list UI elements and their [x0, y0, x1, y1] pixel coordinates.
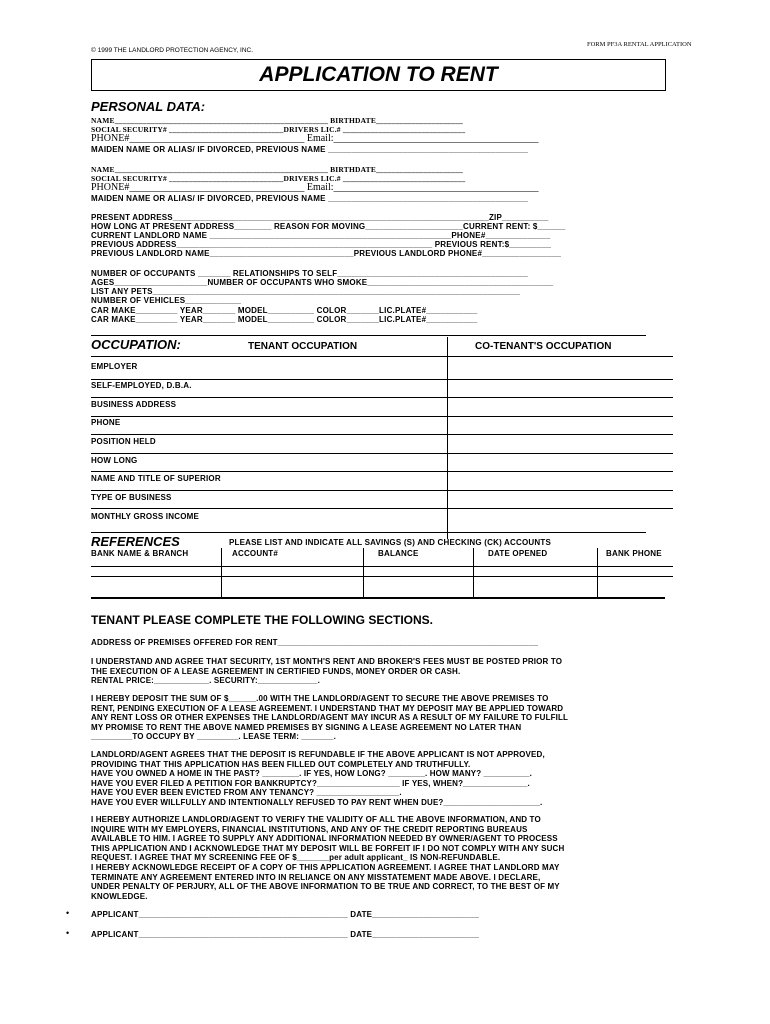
superior-line[interactable] [91, 490, 673, 491]
deposit-line-2: RENT, PENDING EXECUTION OF A LEASE AGREEMENT. I UNDERSTAND THAT MY DEPOSIT MAY BE APPLIED TOWARD [91, 703, 564, 713]
applicant-signature-2[interactable]: APPLICANT_____________________________________________ DATE_______________________ [91, 930, 480, 939]
income-label: MONTHLY GROSS INCOME [91, 512, 200, 521]
superior-label: NAME AND TITLE OF SUPERIOR [91, 474, 221, 483]
occupants-field[interactable]: NUMBER OF OCCUPANTS _______ RELATIONSHIPS TO SELF_________________________________________ [91, 269, 528, 278]
account-header: ACCOUNT# [232, 549, 279, 558]
references-top-rule [91, 532, 646, 533]
ref-row-line-2[interactable] [91, 576, 673, 577]
security-line-1: I UNDERSTAND AND AGREE THAT SECURITY, 1ST MONTH'S RENT AND BROKER'S FEES MUST BE POSTED PRIOR TO [91, 657, 563, 666]
position-held-line[interactable] [91, 453, 673, 454]
how-long-label: HOW LONG [91, 456, 138, 465]
bankruptcy-line[interactable]: HAVE YOU EVER FILED A PETITION FOR BANKRUPTCY?__________________ IF YES, WHEN?______________. [91, 778, 530, 788]
applicant1-phone-field[interactable]: PHONE#___________________________________ Email:_________________________________________ [91, 133, 539, 144]
ref-row-line-1[interactable] [91, 566, 673, 567]
how-long-line[interactable] [91, 471, 673, 472]
auth-line-4: THIS APPLICATION AND I ACKNOWLEDGE THAT MY DEPOSIT WILL BE FORFEIT IF I DO NOT COMPLY WITH ANY SUCH [91, 843, 565, 853]
page-title: APPLICATION TO RENT [259, 63, 498, 86]
position-held-label: POSITION HELD [91, 437, 156, 446]
vehicles-field[interactable]: NUMBER OF VEHICLES____________ [91, 296, 242, 305]
applicant2-maiden-field[interactable]: MAIDEN NAME OR ALIAS/ IF DIVORCED, PREVIOUS NAME ___________________________________________ [91, 194, 528, 203]
business-type-line[interactable] [91, 508, 673, 509]
pets-field[interactable]: LIST ANY PETS_______________________________________________________________________________ [91, 287, 521, 296]
ref-col-divider-3 [473, 548, 474, 598]
premises-address-field[interactable]: ADDRESS OF PREMISES OFFERED FOR RENT________________________________________________________ [91, 638, 539, 647]
occupation-header-rule [91, 356, 673, 357]
tenant-heading: TENANT PLEASE COMPLETE THE FOLLOWING SECTIONS. [91, 613, 434, 627]
deposit-line-4: MY PROMISE TO RENT THE ABOVE NAMED PREMISES BY SIGNING A LEASE AGREEMENT NO LATER THAN [91, 722, 522, 732]
ref-col-divider-1 [221, 548, 222, 598]
personal-data-heading: PERSONAL DATA: [91, 99, 206, 114]
business-address-line[interactable] [91, 416, 673, 417]
business-address-label: BUSINESS ADDRESS [91, 400, 177, 409]
date-opened-header: DATE OPENED [488, 549, 548, 558]
present-address-field[interactable]: PRESENT ADDRESS____________________________________________________________________ZIP__________ [91, 213, 549, 222]
refund-line-2: PROVIDING THAT THIS APPLICATION HAS BEEN FILLED OUT COMPLETELY AND TRUTHFULLY. [91, 759, 471, 769]
bank-name-header: BANK NAME & BRANCH [91, 549, 189, 558]
applicant1-name-field[interactable]: NAME______________________________________________________ BIRTHDATE______________________ [91, 116, 463, 125]
balance-header: BALANCE [378, 549, 419, 558]
auth-line-8: UNDER PENALTY OF PERJURY, ALL OF THE ABOVE INFORMATION TO BE TRUE AND CORRECT, TO THE BEST OF MY [91, 882, 560, 892]
applicant1-ssn-field[interactable]: SOCIAL SECURITY# _____________________________DRIVERS LIC.# _______________________________ [91, 125, 466, 134]
car1-field[interactable]: CAR MAKE_________ YEAR_______ MODEL__________ COLOR_______LIC.PLATE#___________ [91, 306, 478, 315]
form-id: FORM PF3A RENTAL APPLICATION [587, 41, 692, 48]
title-box [91, 59, 666, 91]
references-instruction: PLEASE LIST AND INDICATE ALL SAVINGS (S) AND CHECKING (CK) ACCOUNTS [229, 538, 551, 547]
auth-line-3: AVAILABLE TO HIM. I AGREE TO SUPPLY ANY ADDITIONAL INFORMATION NEEDED BY OWNER/AGENT TO PROCESS [91, 834, 558, 844]
phone-label: PHONE [91, 418, 121, 427]
how-long-field[interactable]: HOW LONG AT PRESENT ADDRESS________ REASON FOR MOVING_____________________CURRENT RENT: $______ [91, 222, 566, 231]
deposit-line-1[interactable]: I HEREBY DEPOSIT THE SUM OF $______.00 WITH THE LANDLORD/AGENT TO SECURE THE ABOVE PREMISES TO [91, 694, 549, 703]
bullet-2: • [66, 928, 70, 938]
previous-address-field[interactable]: PREVIOUS ADDRESS_______________________________________________________ PREVIOUS RENT:$_________ [91, 240, 552, 249]
deposit-line-3: ANY RENT LOSS OR OTHER EXPENSES THE LANDLORD/AGENT MAY INCUR AS A RESULT OF MY FAILURE TO FULFILL [91, 713, 569, 723]
car2-field[interactable]: CAR MAKE_________ YEAR_______ MODEL__________ COLOR_______LIC.PLATE#___________ [91, 315, 478, 324]
ref-col-divider-4 [597, 548, 598, 598]
security-line-2: THE EXECUTION OF A LEASE AGREEMENT IN CERTIFIED FUNDS, MONEY ORDER OR CASH. [91, 666, 461, 676]
refund-paragraph [91, 750, 681, 808]
deposit-line-5[interactable]: _________TO OCCUPY BY _________. LEASE TERM: _______. [91, 732, 336, 742]
copyright: © 1999 THE LANDLORD PROTECTION AGENCY, INC. [91, 47, 254, 54]
applicant1-maiden-field[interactable]: MAIDEN NAME OR ALIAS/ IF DIVORCED, PREVIOUS NAME ___________________________________________ [91, 145, 528, 154]
owned-home-line[interactable]: HAVE YOU OWNED A HOME IN THE PAST? ________. IF YES, HOW LONG? ________. HOW MANY? __________. [91, 769, 533, 779]
self-employed-line[interactable] [91, 397, 673, 398]
previous-landlord-field[interactable]: PREVIOUS LANDLORD NAME_______________________________PREVIOUS LANDLORD PHONE#_________________ [91, 249, 562, 258]
bullet-1: • [66, 908, 70, 918]
employer-label: EMPLOYER [91, 362, 138, 371]
occupation-heading: OCCUPATION: [91, 337, 181, 352]
current-landlord-field[interactable]: CURRENT LANDLORD NAME ____________________________________________________PHONE#______________ [91, 231, 551, 240]
auth-line-1: I HEREBY AUTHORIZE LANDLORD/AGENT TO VERIFY THE VALIDITY OF ALL THE ABOVE INFORMATION, AND TO [91, 815, 541, 824]
phone-line[interactable] [91, 434, 673, 435]
refund-line-1: LANDLORD/AGENT AGREES THAT THE DEPOSIT IS REFUNDABLE IF THE ABOVE APPLICANT IS NOT APPROVED, [91, 750, 545, 759]
references-heading: REFERENCES [91, 534, 180, 549]
auth-line-9: KNOWLEDGE. [91, 891, 148, 901]
deposit-paragraph [91, 694, 681, 742]
ref-col-divider-2 [363, 548, 364, 598]
business-type-label: TYPE OF BUSINESS [91, 493, 172, 502]
ages-field[interactable]: AGES____________________NUMBER OF OCCUPANTS WHO SMOKE________________________________________ [91, 278, 554, 287]
tenant-occupation-header: TENANT OCCUPATION [248, 341, 358, 352]
ref-bottom-rule [91, 597, 665, 599]
applicant2-name-field[interactable]: NAME______________________________________________________ BIRTHDATE______________________ [91, 165, 463, 174]
self-employed-label: SELF-EMPLOYED, D.B.A. [91, 381, 192, 390]
applicant-signature-1[interactable]: APPLICANT_____________________________________________ DATE_______________________ [91, 910, 480, 919]
security-paragraph [91, 657, 681, 686]
screening-fee-line[interactable]: REQUEST. I AGREE THAT MY SCREENING FEE OF $_______per adult applicant_ IS NON-REFUNDABLE. [91, 853, 501, 863]
authorization-paragraph [91, 815, 681, 901]
employer-line[interactable] [91, 379, 673, 380]
refused-rent-line[interactable]: HAVE YOU EVER WILLFULLY AND INTENTIONALLY REFUSED TO PAY RENT WHEN DUE?_____________________. [91, 797, 543, 807]
bank-phone-header: BANK PHONE [606, 549, 662, 558]
auth-line-2: INQUIRE WITH MY EMPLOYERS, FINANCIAL INSTITUTIONS, AND ANY OF THE CREDIT REPORTING BUREAUS [91, 824, 528, 834]
applicant2-ssn-field[interactable]: SOCIAL SECURITY# _____________________________DRIVERS LIC.# _______________________________ [91, 174, 466, 183]
cotenant-occupation-header: CO-TENANT'S OCCUPATION [475, 341, 612, 352]
occupation-top-rule [91, 335, 646, 336]
auth-line-6: I HEREBY ACKNOWLEDGE RECEIPT OF A COPY OF THIS APPLICATION AGREEMENT. I AGREE THAT LANDLORD MAY [91, 862, 560, 872]
evicted-line[interactable]: HAVE YOU EVER BEEN EVICTED FROM ANY TENANCY? __________________. [91, 788, 402, 798]
rental-price-line[interactable]: RENTAL PRICE:____________. SECURITY:_____________. [91, 676, 320, 686]
auth-line-7: TERMINATE ANY AGREEMENT ENTERED INTO IN RELIANCE ON ANY MISSTATEMENT MADE ABOVE. I DECLARE, [91, 872, 541, 882]
applicant2-phone-field[interactable]: PHONE#___________________________________ Email:_________________________________________ [91, 182, 539, 193]
